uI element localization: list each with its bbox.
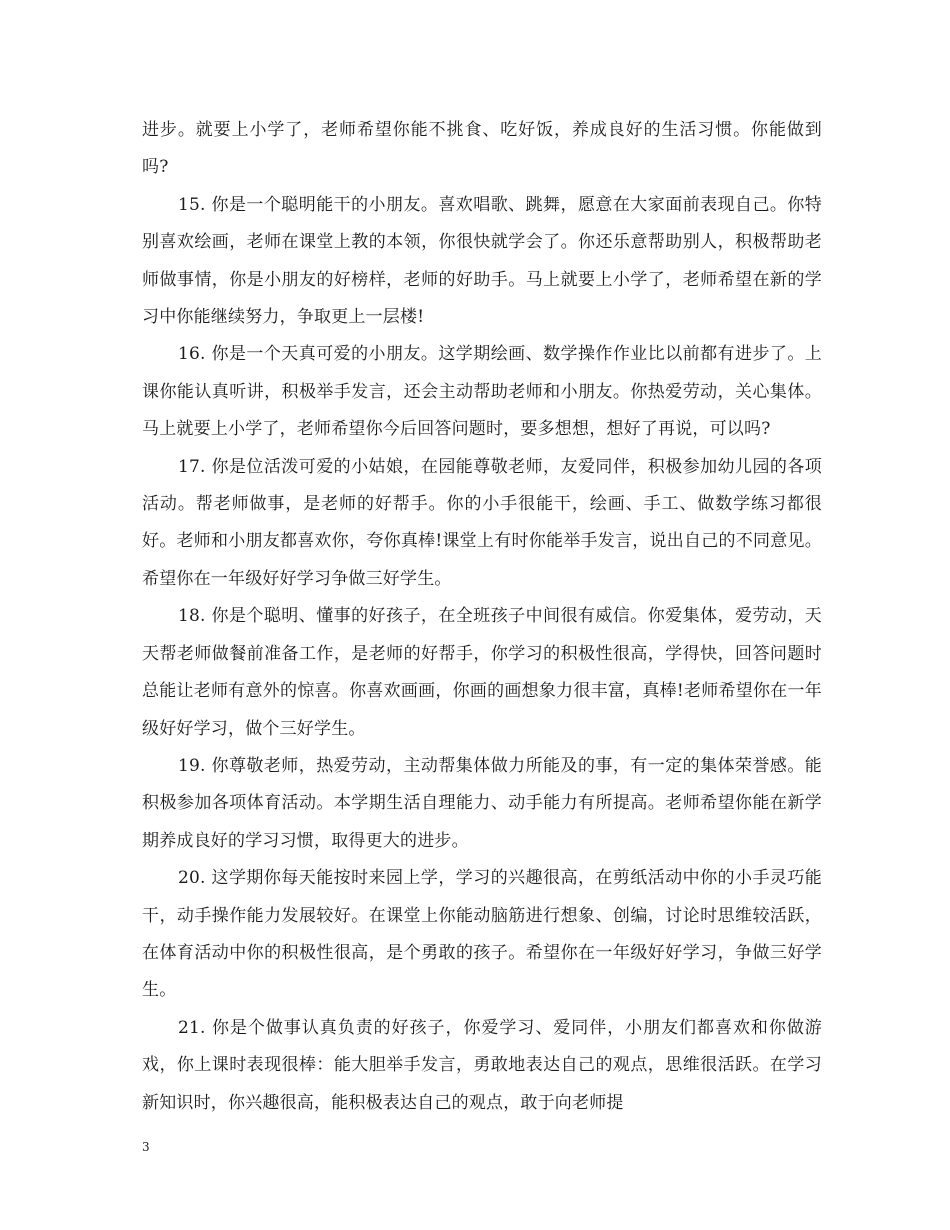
paragraph-item-17: 17. 你是位活泼可爱的小姑娘，在园能尊敬老师，友爱同伴，积极参加幼儿园的各项活动。帮老师做事，是老师的好帮手。你的小手很能干，绘画、手工、做数学练习都很好。老师和小朋友都喜欢你，夸你真棒!课堂上有时你能举手发言，说出自己的不同意见。希望你在一年级好好学习争做三好学生。 <box>142 456 822 589</box>
paragraph-item-16: 16. 你是一个天真可爱的小朋友。这学期绘画、数学操作作业比以前都有进步了。上课你能认真听讲，积极举手发言，还会主动帮助老师和小朋友。你热爱劳动，关心集体。马上就要上小学了，老师希望你今后回答问题时，要多想想，想好了再说，可以吗? <box>142 344 822 440</box>
paragraph-item-20: 20. 这学期你每天能按时来园上学，学习的兴趣很高，在剪纸活动中你的小手灵巧能干，动手操作能力发展较好。在课堂上你能动脑筋进行想象、创编，讨论时思维较活跃，在体育活动中你的积极性很高，是个勇敢的孩子。希望你在一年级好好学习，争做三好学生。 <box>142 868 822 1001</box>
paragraph-item-18: 18. 你是个聪明、懂事的好孩子，在全班孩子中间很有威信。你爱集体，爱劳动，天天帮老师做餐前准备工作，是老师的好帮手，你学习的积极性很高，学得快，回答问题时总能让老师有意外的惊喜。你喜欢画画，你画的画想象力很丰富，真棒!老师希望你在一年级好好学习，做个三好学生。 <box>142 606 822 739</box>
document-body <box>142 112 822 1122</box>
paragraph-item-21: 21. 你是个做事认真负责的好孩子，你爱学习、爱同伴，小朋友们都喜欢和你做游戏，你上课时表现很棒：能大胆举手发言，勇敢地表达自己的观点，思维很活跃。在学习新知识时，你兴趣很高，能积极表达自己的观点，敢于向老师提 <box>142 1017 822 1113</box>
page-number: 3 <box>142 1140 150 1154</box>
paragraph-item-15: 15. 你是一个聪明能干的小朋友。喜欢唱歌、跳舞，愿意在大家面前表现自己。你特别喜欢绘画，老师在课堂上教的本领，你很快就学会了。你还乐意帮助别人，积极帮助老师做事情，你是小朋友的好榜样，老师的好助手。马上就要上小学了，老师希望在新的学习中你能继续努力，争取更上一层楼! <box>142 194 822 328</box>
paragraph-item-19: 19. 你尊敬老师，热爱劳动，主动帮集体做力所能及的事，有一定的集体荣誉感。能积极参加各项体育活动。本学期生活自理能力、动手能力有所提高。老师希望你能在新学期养成良好的学习习惯，取得更大的进步。 <box>142 755 822 851</box>
paragraph-continuation: 进步。就要上小学了，老师希望你能不挑食、吃好饭，养成良好的生活习惯。你能做到吗? <box>142 120 822 178</box>
